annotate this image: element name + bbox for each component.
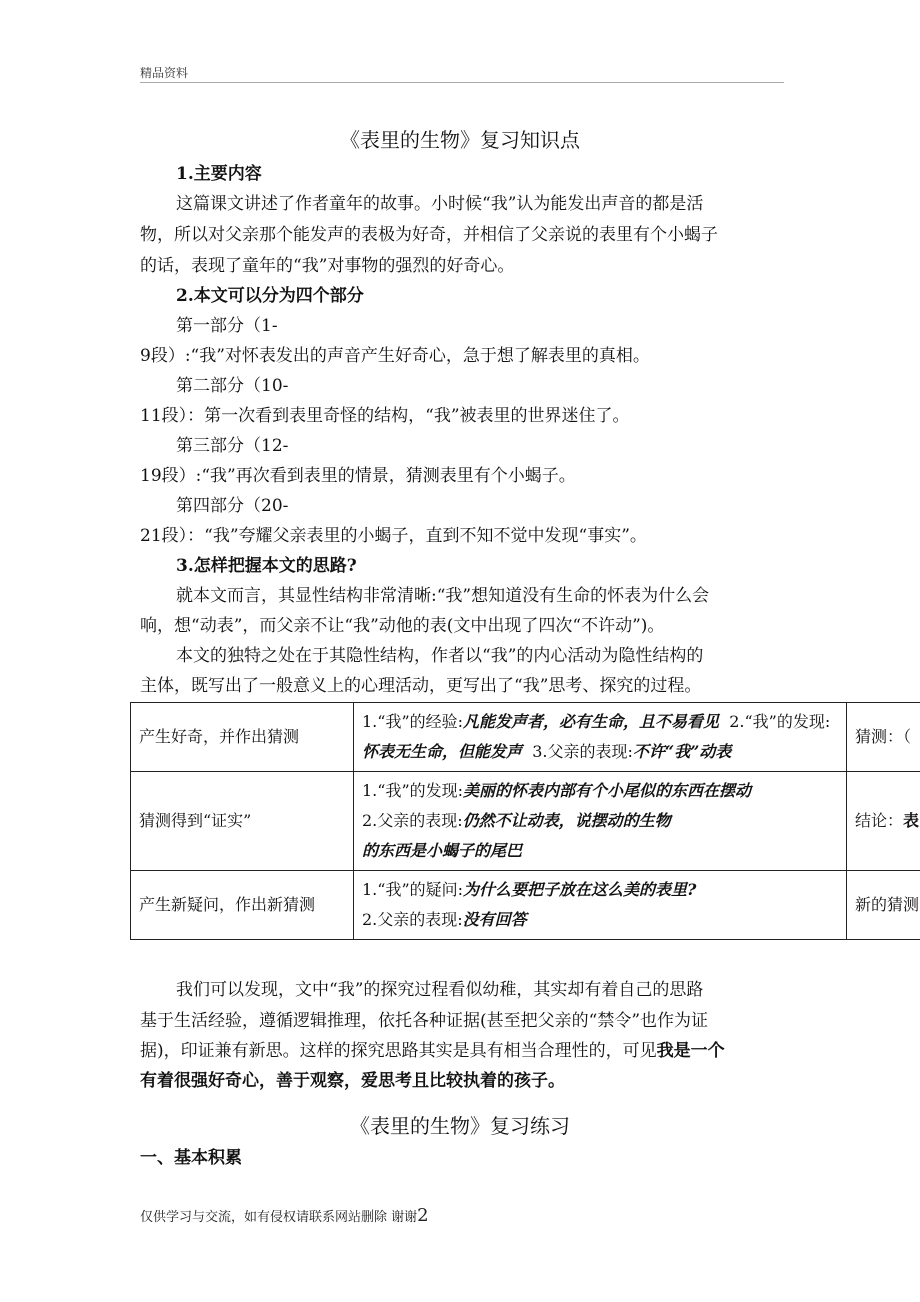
detail-label: 3.父亲的表现: <box>532 742 633 761</box>
detail-emphasis: 没有回答 <box>462 910 527 929</box>
result-cell: 猜测：（ <box>847 703 920 772</box>
detail-cell <box>354 772 847 871</box>
section-1-heading: 1.主要内容 <box>176 164 262 184</box>
table-row <box>131 772 920 871</box>
part-2-label: 第二部分（10- <box>176 376 289 396</box>
stage-cell: 产生好奇，并作出猜测 <box>131 703 354 772</box>
footer-text: 仅供学习与交流，如有侵权请联系网站删除 谢谢 <box>140 1210 418 1225</box>
part-4-text: 21段）：“我”夸耀父亲表里的小蝎子，直到不知不觉中发现“事实”。 <box>140 526 647 546</box>
detail-label: 2.“我”的发现: <box>729 712 831 731</box>
detail-label: 2.父亲的表现: <box>362 910 463 929</box>
practice-heading: 一、基本积累 <box>140 1148 242 1168</box>
detail-label: 1.“我”的发现: <box>362 781 464 800</box>
paragraph-line: 主体，既写出了一般意义上的心理活动，更写出了“我”思考、探究的过程。 <box>140 676 702 696</box>
conclusion-bold: 我是一个 <box>656 1041 725 1061</box>
section-2-heading: 2.本文可以分为四个部分 <box>176 286 364 306</box>
conclusion-text: 据)，印证兼有新思。这样的探究思路其实是具有相当合理性的，可见 <box>140 1041 657 1061</box>
page-title: 《表里的生物》复习知识点 <box>340 128 580 152</box>
paragraph-line: 这篇课文讲述了作者童年的故事。小时候“我”认为能发出声音的都是活 <box>176 194 704 214</box>
conclusion-line <box>140 1043 725 1060</box>
detail-emphasis: 的东西是小蝎子的尾巴 <box>362 841 523 860</box>
part-2-text: 11段）：第一次看到表里奇怪的结构，“我”被表里的世界迷住了。 <box>140 406 630 426</box>
detail-cell <box>354 871 847 940</box>
part-1-label: 第一部分（1- <box>176 316 278 336</box>
detail-emphasis: 怀表无生命，但能发声 <box>362 742 523 761</box>
part-4-label: 第四部分（20- <box>176 496 289 516</box>
table-row <box>131 703 920 772</box>
conclusion-line: 我们可以发现，文中“我”的探究过程看似幼稚，其实却有着自己的思路 <box>176 980 704 1000</box>
detail-cell <box>354 703 847 772</box>
paragraph-line: 的话，表现了童年的“我”对事物的强烈的好奇心。 <box>140 256 515 276</box>
part-3-label: 第三部分（12- <box>176 436 289 456</box>
detail-emphasis: 美丽的怀表内部有个小尾似的东西在摆动 <box>463 781 752 800</box>
paragraph-line: 本文的独特之处在于其隐性结构，作者以“我”的内心活动为隐性结构的 <box>176 646 704 666</box>
conclusion-line: 基于生活经验，遵循逻辑推理，依托各种证据(甚至把父亲的“禁令”也作为证 <box>140 1011 709 1031</box>
result-value: 表 <box>903 811 920 830</box>
result-cell <box>847 772 920 871</box>
paragraph-line: 响，想“动表”，而父亲不让“我”动他的表(文中出现了四次“不许动”)。 <box>140 616 665 636</box>
header-label: 精品资料 <box>140 66 189 80</box>
result-label: 结论： <box>855 811 904 830</box>
page-number: 2 <box>417 1205 429 1226</box>
result-cell: 新的猜测 <box>847 871 920 940</box>
stage-cell: 产生新疑问，作出新猜测 <box>131 871 354 940</box>
stage-cell: 猜测得到“证实” <box>131 772 354 871</box>
detail-emphasis: 凡能发声者，必有生命，且不易看见 <box>463 712 720 731</box>
header-divider <box>140 82 784 83</box>
detail-emphasis: 仍然不让动表，说摆动的生物 <box>462 811 671 830</box>
detail-emphasis: 为什么要把子放在这么美的表里? <box>463 880 697 899</box>
detail-label: 1.“我”的疑问: <box>362 880 464 899</box>
footer <box>140 1205 429 1226</box>
paragraph-line: 就本文而言，其显性结构非常清晰:“我”想知道没有生命的怀表为什么会 <box>176 586 710 606</box>
detail-label: 2.父亲的表现: <box>362 811 463 830</box>
part-3-text: 19段）:“我”再次看到表里的情景，猜测表里有个小蝎子。 <box>140 466 576 486</box>
practice-title: 《表里的生物》复习练习 <box>350 1114 570 1138</box>
table-row <box>131 871 920 940</box>
conclusion-line: 有着很强好奇心，善于观察，爱思考且比较执着的孩子。 <box>140 1071 565 1091</box>
detail-label: 1.“我”的经验: <box>362 712 464 731</box>
detail-emphasis: 不许“我”动表 <box>632 742 732 761</box>
analysis-table <box>130 702 920 940</box>
paragraph-line: 物，所以对父亲那个能发声的表极为好奇，并相信了父亲说的表里有个小蝎子 <box>140 225 718 245</box>
section-3-heading: 3.怎样把握本文的思路? <box>176 556 357 576</box>
part-1-text: 9段）:“我”对怀表发出的声音产生好奇心，急于想了解表里的真相。 <box>140 346 650 366</box>
